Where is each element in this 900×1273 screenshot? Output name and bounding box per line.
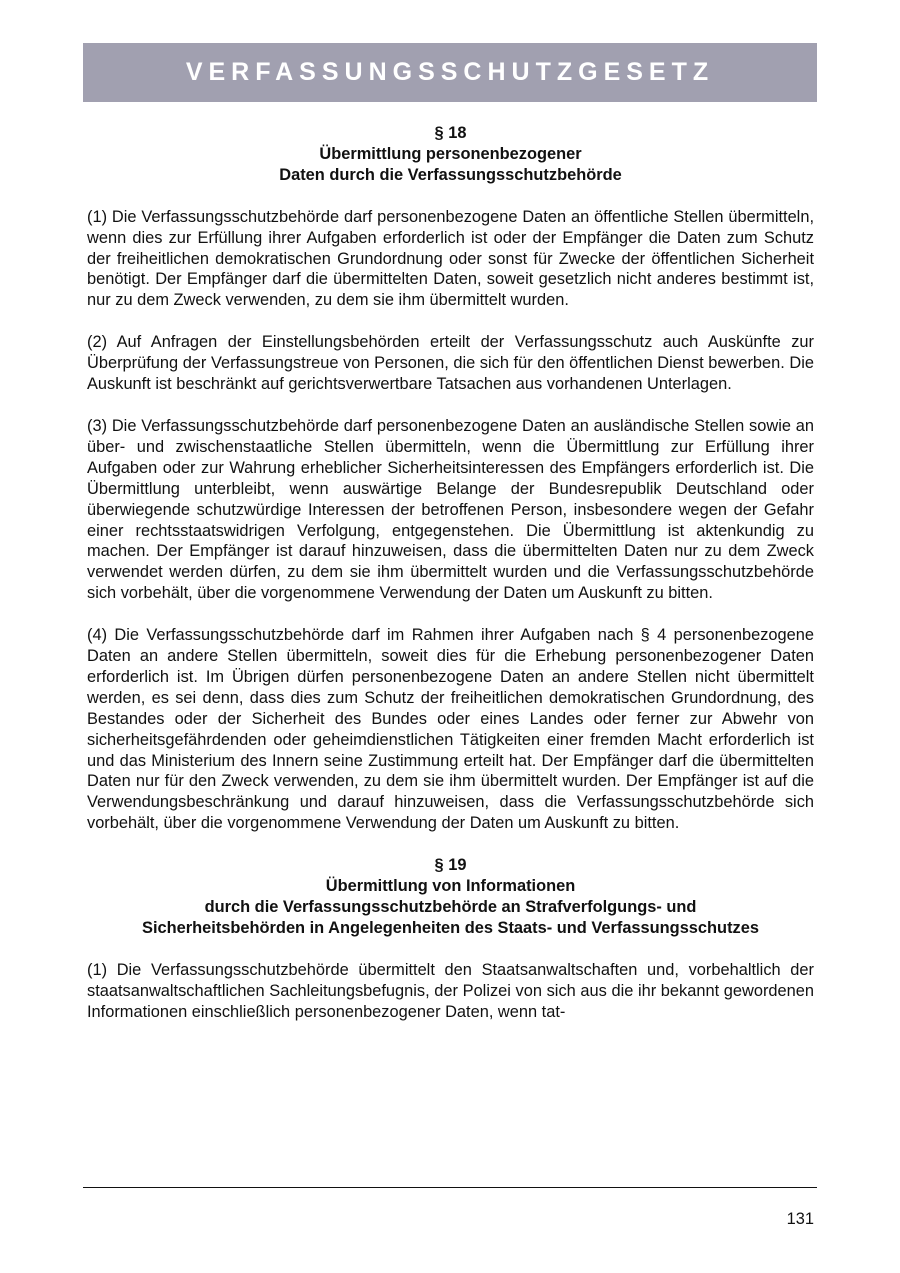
section-18-heading xyxy=(87,123,814,186)
section-18-paragraph-4: (4) Die Verfassungsschutzbehörde darf im Rahmen ihrer Aufgaben nach § 4 personenbezogene Daten an andere Stellen übermitteln, soweit dies für die Erhebung personenbezogener Daten erforderlich ist. Im Übrigen dürfen personenbezogene Daten an andere Stellen nicht übermittelt werden, es sei denn, dass dies zum Schutz der freiheitlichen demokratischen Grundordnung, des Bestandes oder der Sicherheit des Bundes oder eines Landes oder ferner zur Abwehr von sicherheitsgefährdenden oder geheimdienstlichen Tätigkeiten einer fremden Macht erforderlich ist und das Ministerium des Innern seine Zustimmung erteilt hat. Der Empfänger darf die übermittelten Daten nur für den Zweck verwenden, zu dem sie ihm übermittelt wurden. Der Empfänger ist auf die Verwendungsbeschränkung und darauf hinzuweisen, dass die Verfassungsschutzbehörde sich vorbehält, über die vorgenommene Verwendung der Daten um Auskunft zu bitten. xyxy=(87,626,814,833)
section-18-paragraph-1: (1) Die Verfassungsschutzbehörde darf personenbezogene Daten an öffentliche Stellen übermitteln, wenn dies zur Erfüllung ihrer Aufgaben erforderlich ist oder der Empfänger die Daten zum Schutz der freiheitlichen demokratischen Grundordnung oder sonst für Zwecke der öffentlichen Sicherheit benötigt. Der Empfänger darf die übermittelten Daten, soweit gesetzlich nicht anderes bestimmt ist, nur zu dem Zweck verwenden, zu dem sie ihm übermittelt wurden. xyxy=(87,207,814,310)
section-18-title-line-2: Daten durch die Verfassungsschutzbehörde xyxy=(279,165,622,184)
section-18-paragraph-2: (2) Auf Anfragen der Einstellungsbehörden erteilt der Verfassungsschutz auch Auskünfte zur Überprüfung der Verfassungstreue von Personen, die sich für den öffentlichen Dienst bewerben. Die Auskunft ist beschränkt auf gerichtsverwertbare Tatsachen aus vorhandenen Unterlagen. xyxy=(87,333,814,394)
section-18-number: § 18 xyxy=(434,124,467,142)
page-number: 131 xyxy=(786,1210,814,1228)
section-19-number: § 19 xyxy=(434,856,467,875)
section-19-heading xyxy=(87,855,814,939)
section-18-paragraph-3: (3) Die Verfassungsschutzbehörde darf personenbezogene Daten an ausländische Stellen sowie an über- und zwischenstaatliche Stellen übermitteln, wenn die Übermittlung zur Erfüllung ihrer Aufgaben oder zur Wahrung erheblicher Sicherheitsinteressen des Empfängers erforderlich ist. Die Übermittlung unterbleibt, wenn auswärtige Belange der Bundesrepublik Deutschland oder überwiegende schutzwürdige Interessen der betroffenen Person, insbesondere wegen der Gefahr einer rechtsstaatswidrigen Verfolgung, entgegenstehen. Die Übermittlung ist aktenkundig zu machen. Der Empfänger ist darauf hinzuweisen, dass die übermittelten Daten nur zu dem Zweck verwendet werden dürfen, zu dem sie ihm übermittelt wurden und die Verfassungsschutzbehörde sich vorbehält, über die vorgenommene Verwendung der Daten um Auskunft zu bitten. xyxy=(87,416,814,603)
section-19-title-line-1: Übermittlung von Informationen xyxy=(325,877,576,896)
section-18-title-line-1: Übermittlung personenbezogener xyxy=(319,144,582,163)
section-19-title-line-2: durch die Verfassungsschutzbehörde an Strafverfolgungs- und xyxy=(204,898,697,916)
footer-divider xyxy=(83,1187,817,1188)
document-body xyxy=(87,123,814,1023)
section-19-title-line-3: Sicherheitsbehörden in Angelegenheiten des Staats- und Verfassungsschutzes xyxy=(142,918,759,937)
section-19-paragraph-1: (1) Die Verfassungsschutzbehörde übermittelt den Staatsanwaltschaften und, vorbehaltlich der staatsanwaltschaftlichen Sachleitungsbefugnis, der Polizei von sich aus die ihr bekannt gewordenen Informationen einschließlich personenbezogener Daten, wenn tat- xyxy=(87,960,814,1021)
document-header-banner: VERFASSUNGSSCHUTZGESETZ xyxy=(83,43,817,102)
